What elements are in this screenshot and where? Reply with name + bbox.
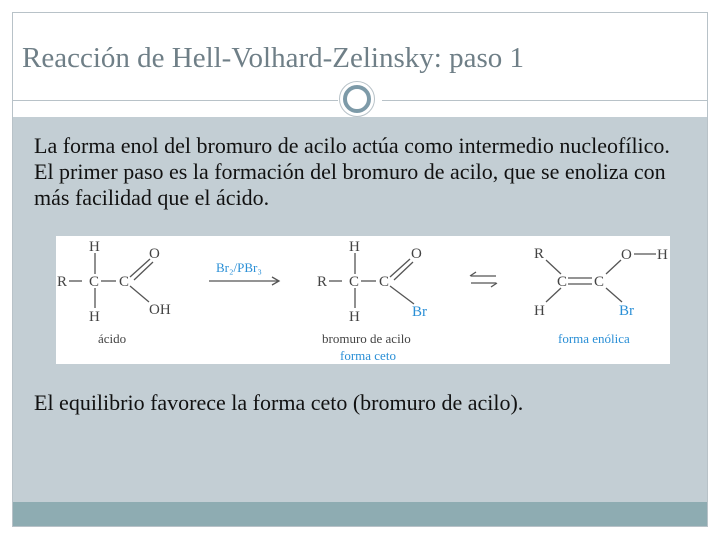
acid-r: R <box>57 274 68 290</box>
acylbr-h-top: H <box>349 239 360 255</box>
acylbr-c2: C <box>379 274 390 290</box>
acid-caption: ácido <box>98 331 127 346</box>
acylbr-r: R <box>317 274 328 290</box>
enol-h-end: H <box>657 247 668 263</box>
acylbr-caption: bromuro de acilo <box>322 331 411 346</box>
enol-br: Br <box>619 303 634 319</box>
acylbr-c1: C <box>349 274 360 290</box>
acid-h-top: H <box>89 239 100 255</box>
enol-o: O <box>621 247 632 263</box>
acylbr-o: O <box>411 246 422 262</box>
conclusion-paragraph: El equilibrio favorece la forma ceto (bromuro de acilo). <box>34 390 524 415</box>
acid-c2: C <box>119 274 130 290</box>
acylbr-h-bottom: H <box>349 309 360 325</box>
acid-h-bottom: H <box>89 309 100 325</box>
acid-c1: C <box>89 274 100 290</box>
enol-caption: forma enólica <box>558 331 630 346</box>
title-divider-right <box>382 100 707 101</box>
reagent-label: Br₂/PBr₃ <box>216 260 262 275</box>
title-divider-left <box>13 100 338 101</box>
acid-oh: OH <box>149 302 171 318</box>
acylbr-br: Br <box>412 304 427 320</box>
slide-title: Reacción de Hell-Volhard-Zelinsky: paso 1 <box>22 42 524 74</box>
acid-o: O <box>149 246 160 262</box>
enol-c2: C <box>594 274 605 290</box>
acylbr-caption-keto: forma ceto <box>340 348 396 363</box>
bottom-band <box>13 502 707 526</box>
divider-ornament-ring <box>343 85 371 113</box>
reaction-scheme <box>56 236 670 364</box>
reaction-figure <box>56 236 670 364</box>
enol-h: H <box>534 303 545 319</box>
enol-r: R <box>534 246 545 262</box>
intro-paragraph: La forma enol del bromuro de acilo actúa como intermedio nucleofílico. El primer paso es la formación del bromuro de acilo, que se enoliza con más facilidad que el ácido. <box>34 133 670 210</box>
enol-c1: C <box>557 274 568 290</box>
